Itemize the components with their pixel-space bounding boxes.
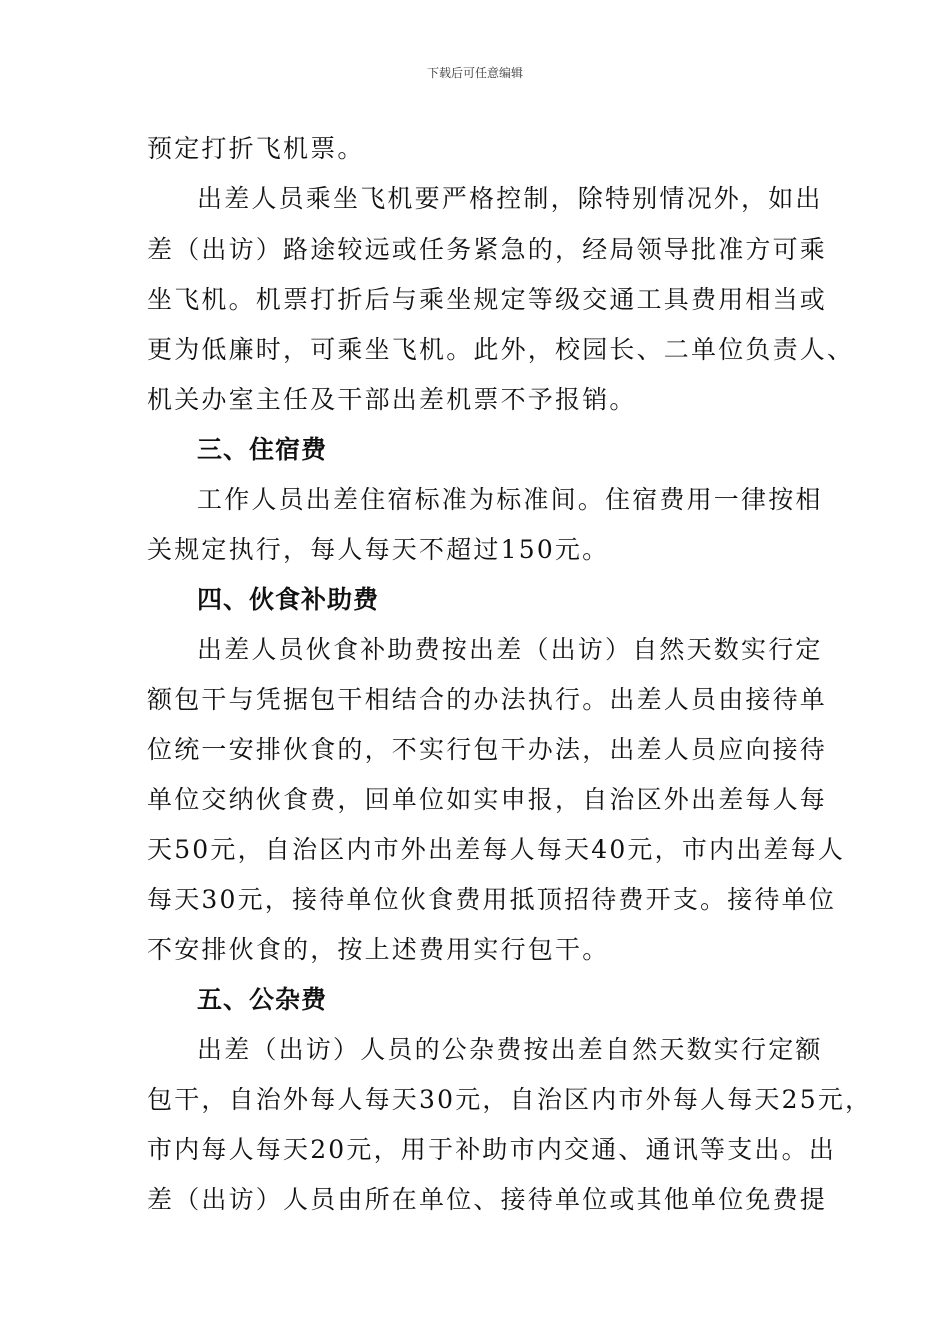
paragraph-line: 不安排伙食的，按上述费用实行包干。 [147,935,610,964]
paragraph-line: 包干，自治外每人每天30元，自治区内市外每人每天25元， [147,1085,873,1114]
paragraph-line: 工作人员出差住宿标准为标准间。住宿费用一律按相 [197,485,823,514]
paragraph-line: 更为低廉时，可乘坐飞机。此外，校园长、二单位负责人、 [147,335,855,364]
paragraph-line: 机关办室主任及干部出差机票不予报销。 [147,385,637,414]
paragraph-line: 预定打折飞机票。 [147,134,365,163]
paragraph-line: 出差人员伙食补助费按出差（出访）自然天数实行定 [197,635,823,664]
section-heading-meal-allowance: 四、伙食补助费 [197,585,380,614]
section-heading-lodging: 三、住宿费 [197,435,328,464]
paragraph-line: 市内每人每天20元，用于补助市内交通、通讯等支出。出 [147,1135,837,1164]
page-header: 下载后可任意编辑 [426,66,523,80]
paragraph-line: 差（出访）路途较远或任务紧急的，经局领导批准方可乘 [147,235,828,264]
section-heading-misc-fees: 五、公杂费 [197,985,328,1014]
paragraph-line: 坐飞机。机票打折后与乘坐规定等级交通工具费用相当或 [147,285,828,314]
paragraph-line: 额包干与凭据包干相结合的办法执行。出差人员由接待单 [147,685,828,714]
paragraph-line: 每天30元，接待单位伙食费用抵顶招待费开支。接待单位 [147,885,837,914]
paragraph-line: 位统一安排伙食的，不实行包干办法，出差人员应向接待 [147,735,828,764]
paragraph-line: 差（出访）人员由所在单位、接待单位或其他单位免费提 [147,1185,828,1214]
paragraph-line: 出差人员乘坐飞机要严格控制，除特别情况外，如出 [197,184,823,213]
paragraph-line: 天50元，自治区内市外出差每人每天40元，市内出差每人 [147,835,846,864]
paragraph-line: 单位交纳伙食费，回单位如实申报，自治区外出差每人每 [147,785,828,814]
paragraph-line: 出差（出访）人员的公杂费按出差自然天数实行定额 [197,1035,823,1064]
paragraph-line: 关规定执行，每人每天不超过150元。 [147,535,610,564]
